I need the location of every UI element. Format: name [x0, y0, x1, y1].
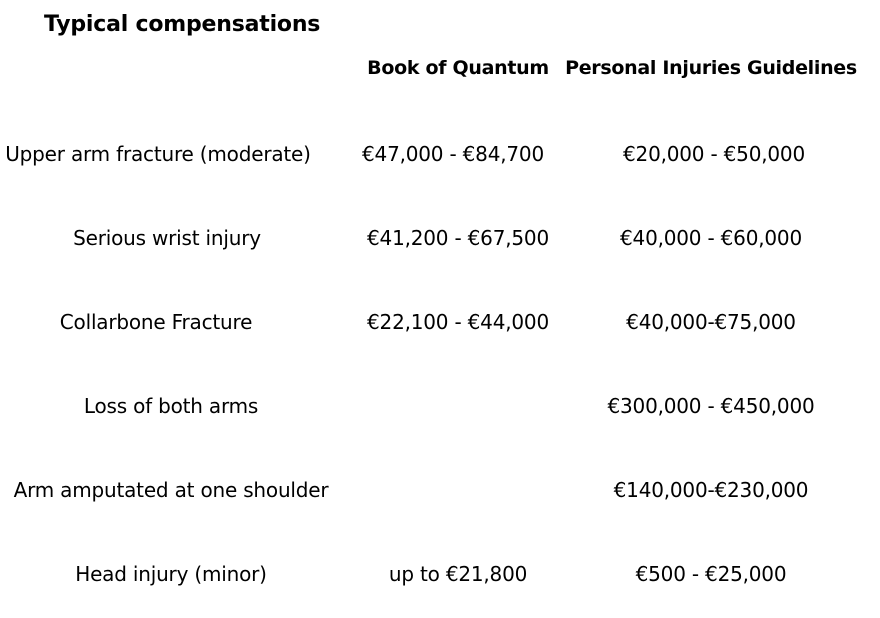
guidelines-value: €40,000-€75,000	[626, 310, 796, 334]
injury-label: Loss of both arms	[83, 394, 259, 418]
injury-label: Upper arm fracture (moderate)	[5, 142, 311, 166]
guidelines-value: €20,000 - €50,000	[623, 142, 805, 166]
book-of-quantum-value: €47,000 - €84,700	[362, 142, 544, 166]
book-of-quantum-value: €41,200 - €67,500	[367, 226, 549, 250]
page-title: Typical compensations	[44, 12, 321, 37]
book-of-quantum-value: €22,100 - €44,000	[367, 310, 549, 334]
column-header-book-of-quantum: Book of Quantum	[367, 57, 549, 79]
injury-label: Head injury (minor)	[75, 562, 267, 586]
guidelines-value: €300,000 - €450,000	[607, 394, 815, 418]
injury-label: Arm amputated at one shoulder	[13, 478, 329, 502]
injury-label: Serious wrist injury	[73, 226, 261, 250]
book-of-quantum-value: up to €21,800	[388, 562, 528, 586]
guidelines-value: €40,000 - €60,000	[620, 226, 802, 250]
column-header-personal-injuries-guidelines: Personal Injuries Guidelines	[565, 57, 857, 79]
guidelines-value: €500 - €25,000	[635, 562, 787, 586]
injury-label: Collarbone Fracture	[59, 310, 253, 334]
guidelines-value: €140,000-€230,000	[613, 478, 809, 502]
